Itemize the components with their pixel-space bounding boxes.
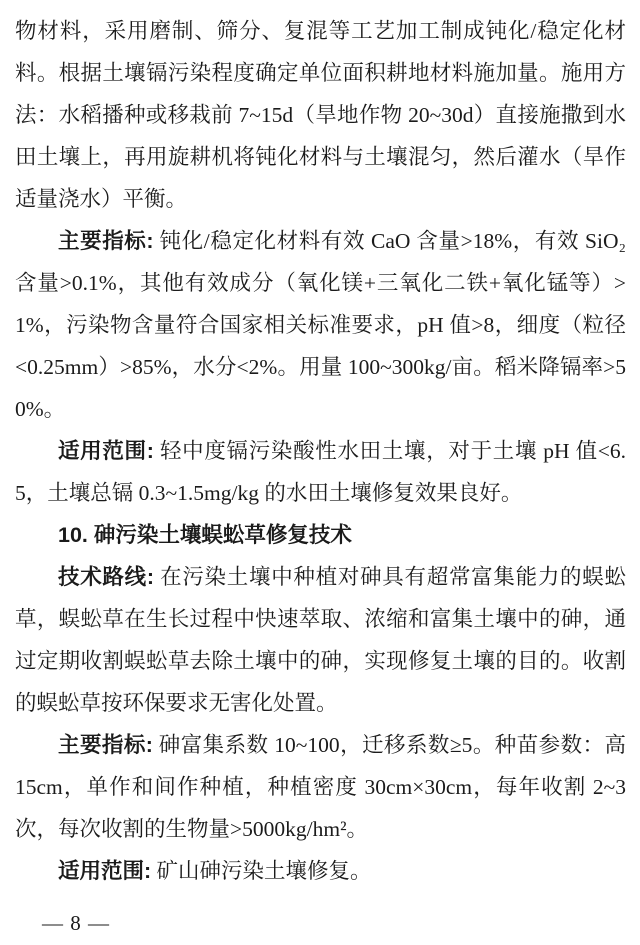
section-heading-text: 10. 砷污染土壤蜈蚣草修复技术	[58, 523, 352, 547]
paragraph-label: 适用范围:	[58, 859, 152, 883]
paragraph-label: 适用范围:	[58, 439, 154, 463]
paragraph-text: 矿山砷污染土壤修复。	[151, 859, 372, 883]
paragraph-text: 在污染土壤中种植对砷具有超常富集能力的蜈蚣草，蜈蚣草在生长过程中快速萃取、浓缩和富集土壤中的砷，通过定期收割蜈蚣草去除土壤中的砷，实现修复土壤的目的。收割的蜈蚣草按环保要求无害化处置。	[15, 565, 626, 715]
paragraph-technical-route-arsenic	[15, 556, 626, 724]
document-body	[15, 10, 626, 892]
paragraph-label: 主要指标:	[58, 733, 153, 757]
paragraph-text: 钝化/稳定化材料有效 CaO 含量>18%，有效 SiO₂含量>0.1%，其他有效成分（氧化镁+三氧化二铁+氧化锰等）>1%，污染物含量符合国家相关标准要求，pH 值>8，细度（粒径<0.25mm）>85%，水分<2%。用量 100~300kg/亩。稻米降镉率>50%。	[15, 229, 626, 421]
paragraph-continuation	[15, 10, 626, 220]
paragraph-main-indicators-arsenic	[15, 724, 626, 850]
paragraph-text: 物材料，采用磨制、筛分、复混等工艺加工制成钝化/稳定化材料。根据土壤镉污染程度确定单位面积耕地材料施加量。施用方法：水稻播种或移栽前 7~15d（旱地作物 20~30d）直接施撒到水田土壤上，再用旋耕机将钝化材料与土壤混匀，然后灌水（旱作适量浇水）平衡。	[15, 19, 626, 211]
paragraph-main-indicators-cadmium	[15, 220, 626, 430]
section-heading-10	[15, 514, 626, 556]
paragraph-scope-cadmium	[15, 430, 626, 514]
paragraph-label: 主要指标:	[58, 229, 154, 253]
page-number: — 8 —	[42, 911, 110, 935]
paragraph-text: 砷富集系数 10~100，迁移系数≥5。种苗参数：高 15cm，单作和间作种植，种植密度 30cm×30cm，每年收割 2~3 次，每次收割的生物量>5000kg/hm²。	[15, 733, 626, 841]
paragraph-label: 技术路线:	[58, 565, 155, 589]
paragraph-scope-arsenic	[15, 850, 626, 892]
paragraph-text: 轻中度镉污染酸性水田土壤，对于土壤 pH 值<6.5，土壤总镉 0.3~1.5mg/kg 的水田土壤修复效果良好。	[15, 439, 627, 505]
